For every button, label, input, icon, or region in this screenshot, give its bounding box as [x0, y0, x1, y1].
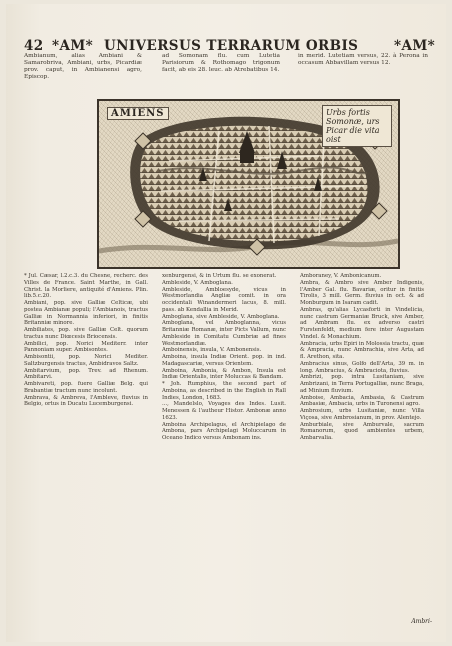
column-entry: Ambiliates, pop. sive Galliæ Celt. quorum tractus nunc Diœcesis Briocensis.	[24, 327, 148, 340]
column-entry: Ambra, & Ambro sive Amber Indigenis, l'Amber Gal. flu. Bavariæ, oritur in finitis Tirolis, 3 mill. Germ. fluvius in oct. & ad Monburgum in Isaram cadit.	[300, 279, 424, 306]
column-entry: Ambisontii, pop. Norici Mediter. Saltzburgensis tractus, Ambidravos Saltz.	[24, 354, 148, 367]
top-text-column-2: ad Somonam flu. cum Lutetia Parisiorum & Rothomago trigonum facit, ab eis 28. leuc. ab Atrebatibus 14.	[162, 53, 280, 74]
column-entry: Ambleside, V. Amboglana.	[162, 279, 233, 286]
column-entry: ..., Mandelslo, Voyages des Indes. Lusit. Menessen & l'autheur Histor. Ambonæ anno 1623.	[162, 401, 286, 421]
column-entry: xenburgensi, & in Urtum flu. se exonerat.	[162, 273, 277, 279]
column-entry: * Jul. Cæsar, l.2.c.3. du Chesne, recherc. des Villes de France. Saint Marthe, in Gall. Christ. la Morliere, antiquité d'Amiens. Plin. lib.5.c.20.	[24, 273, 148, 300]
top-text-column-1: Ambianum, alias Ambiani & Samarobriva, Ambiani, urbs, Picardiæ prov. caput, in Ambianensi agro, Episcop.	[24, 53, 142, 81]
column-entry: Amboise, Ambacia, Ambasia, & Castrum Ambasiæ, Ambacia, urbs in Turonensi agro.	[300, 394, 424, 408]
column-entry: Amboinensis, insula, V. Ambonensis.	[162, 347, 262, 354]
column-entry: Amboraney, V. Ambonicanum.	[300, 273, 382, 279]
column-entry: Amboina, Ambonia, & Ambon, Insula est Indiæ Orientalis, inter Moluccas & Bandam.	[162, 367, 286, 381]
book-page	[6, 4, 446, 642]
column-entry: * Joh. Rumphius, the second part of Amboina, as described in the English in Rall Indies, London, 1683.	[162, 381, 286, 401]
column-entry: Amboglana, vel Amboglanna, vicus Britanniæ Romanæ, inter Picts Vallum, nunc Ambleside in Comitatu Cumbriæ ad fines Westmorlandiæ.	[162, 320, 286, 347]
column-entry: Amboina, insula Indiæ Orient. pop. in ind. Madagascariæ, versus Orientem.	[162, 354, 286, 367]
map-motto: Urbs fortis Somonæ, urs Picar die vita oist	[322, 105, 392, 147]
column-entry: Ambrizi, pop. intra Lusitaniam, sive Ambrizani, in Terra Portugalliæ, nunc Braga, ad Minium fluvium.	[300, 374, 424, 394]
text-column-3	[300, 273, 424, 442]
header-right-mark: *AM*	[394, 38, 436, 54]
top-text-column-3: in merid. Lutetiam versus, 22. à Perona in occasum Abbavillam versus 12.	[298, 53, 428, 67]
column-entry: Amburbiale, sive Amburvale, sacrum Romanorum, quod ambientes urbem, Ambarvalia.	[300, 421, 424, 441]
page-number: 42	[24, 38, 44, 54]
column-entry: Ambracius sinus, Golfo dell'Arta, 39 m. in long. Ambracius, & Ambraciota, fluvius.	[300, 360, 424, 374]
column-entry: Ambiani, pop. sive Galliæ Celticæ, ubi postea Ambianæ populi; l'Ambianois, tractus Galliæ in Normannia inferiori, in finitis Britanniæ minore.	[24, 300, 148, 327]
column-entry: Ambleside, Ambloesyde, vicus in Westmorlandia Angliæ comit. in ora occidentali Winandermeri lacus, 8. mill. pass. ab Kendallia in Merid.	[162, 286, 286, 313]
map-title: AMIENS	[107, 107, 169, 120]
running-header	[24, 38, 444, 54]
column-entry: Ambitarvium, pop. Trev. ad Rhenum. Ambitarvi.	[24, 367, 148, 381]
column-entry: Ambracia, urbs Epiri in Molossia tractu, quæ & Ampracia, nunc Ambrachia, sive Arta, ad fl. Arethon, sita.	[300, 340, 424, 360]
column-entry: Amboglana, sive Ambleside, V. Amboglana.	[162, 313, 280, 320]
text-column-1	[24, 273, 148, 408]
column-entry: Ambrosium, urbs Lusitaniæ, nunc Villa Viçosa, sive Ambrosianum, in prov. Alentejo.	[300, 408, 424, 421]
column-entry: Ambivareti, pop. fuere Galliæ Belg. qui Brabantiæ tractum nunc incolunt.	[24, 381, 148, 394]
city-map-engraving	[97, 99, 400, 269]
column-entry: Ambrava, & Ambreva, l'Ambleve, fluvius in Belgio, ortus in Ducatu Lucemburgensi.	[24, 394, 148, 408]
header-title: UNIVERSUS TERRARUM ORBIS	[104, 38, 359, 54]
column-entry: Amboina Archipelagus, el Archipielago de Ambona, pars Archipelagi Moluccarum in Oceano Indico versus Ambonam ins.	[162, 421, 286, 441]
column-entry: Ambilici, pop. Norici Mediterr. inter Pannoniam super. Ambisontes.	[24, 340, 148, 354]
header-left-mark: *AM*	[52, 38, 94, 54]
catchword: Ambri-	[411, 618, 432, 625]
column-entry: Ambras, qu'alias Lycasforti in Vindelicia, nunc castrum Germaniæ Bruck, sive Amber, ad Ambram flu. ex adverso castri Furstenfeldt, medium fere inter Augustam Vindel. & Monachium.	[300, 306, 424, 340]
text-column-2	[162, 273, 286, 442]
